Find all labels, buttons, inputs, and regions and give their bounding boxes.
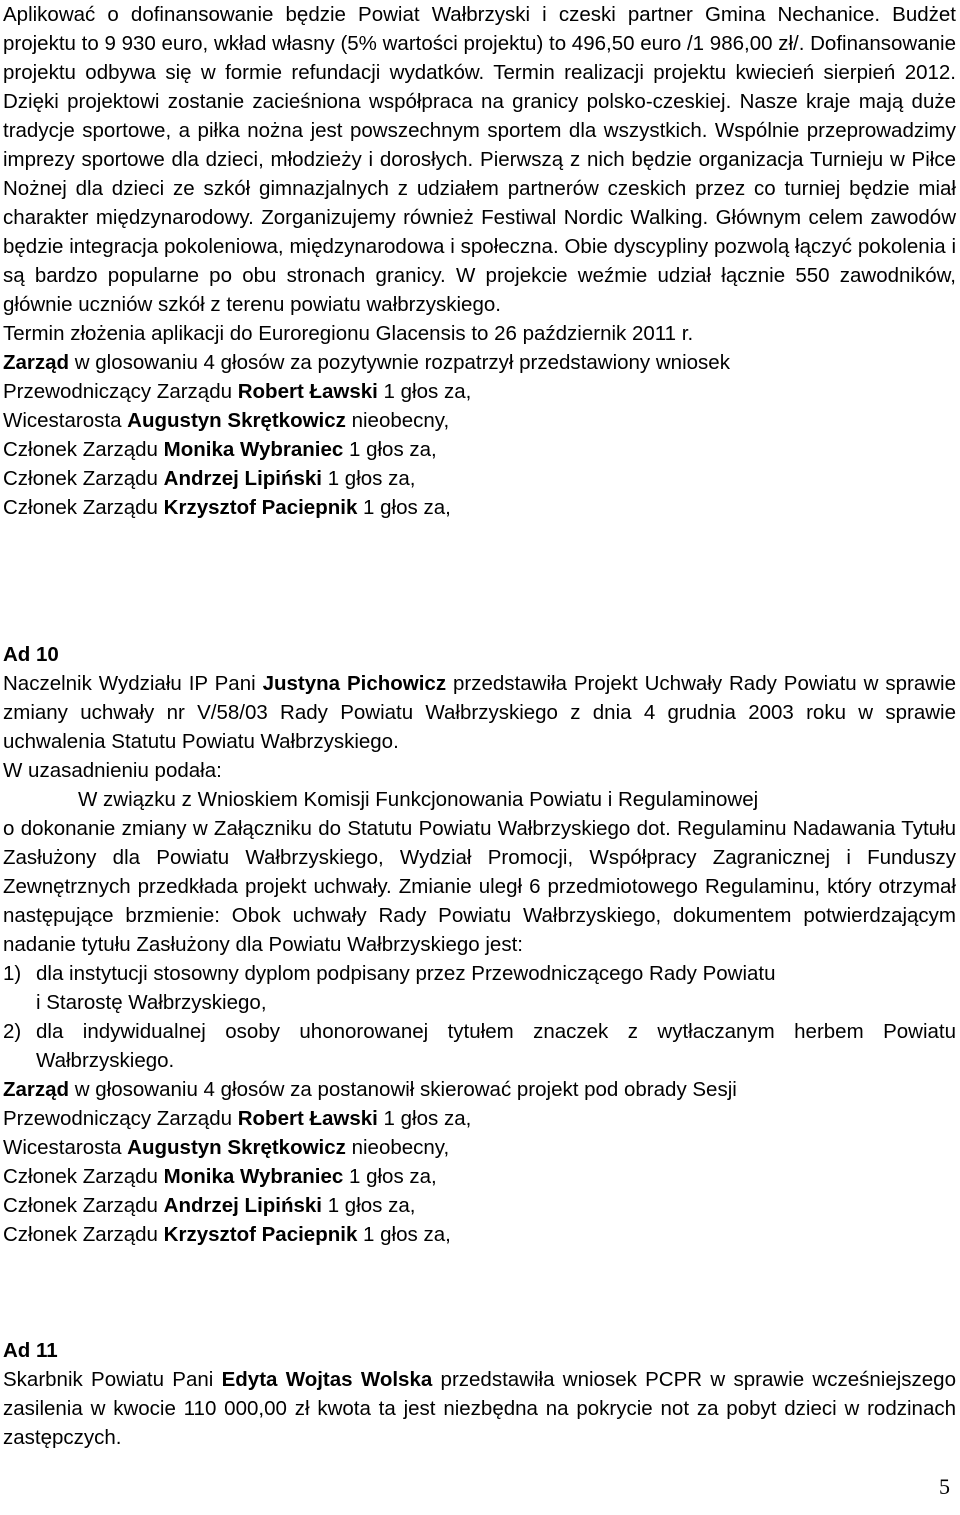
justification-text: o dokonanie zmiany w Załączniku do Statutu Powiatu Wałbrzyskiego dot. Regulaminu Nadawania Tytułu Zasłużony dla Powiatu Wałbrzyskiego, Wydział Promocji, Współpracy Zagranicznej i Funduszy Zewnętrznych przedkłada projekt uchwały. Zmianie uległ 6 przedmiotowego Regulaminu, który otrzymał następujące brzmienie: Obok uchwały Rady Powiatu Wałbrzyskiego, dokumentem potwierdzającym nadanie tytułu Zasłużony dla Powiatu Wałbrzyskiego jest: — [3, 817, 956, 956]
vote-row — [0, 377, 960, 406]
vote-result: 1 głos za, — [357, 1223, 451, 1246]
vote-role: Wicestarosta — [3, 1136, 128, 1159]
section-ad-11 — [0, 1336, 960, 1452]
presenter-role: Naczelnik Wydziału IP Pani — [3, 672, 263, 695]
vote-row — [0, 1162, 960, 1191]
presenter-name: Edyta Wojtas Wolska — [221, 1368, 433, 1391]
vote-member-name: Augustyn Skrętkowicz — [127, 409, 346, 432]
vote-role: Członek Zarządu — [3, 438, 164, 461]
vote-row — [0, 406, 960, 435]
vote-member-name: Andrzej Lipiński — [163, 1194, 322, 1217]
vote-result: 1 głos za, — [322, 1194, 416, 1217]
vote-member-name: Krzysztof Paciepnik — [163, 1223, 358, 1246]
vote-text: w glosowaniu 4 głosów za pozytywnie rozpatrzył przedstawiony wniosek — [69, 351, 730, 374]
justification-first-line: W związku z Wnioskiem Komisji Funkcjonowania Powiatu i Regulaminowej — [78, 788, 759, 811]
vote-row — [0, 1104, 960, 1133]
page-number: 5 — [939, 1474, 950, 1499]
vote-member-name: Krzysztof Paciepnik — [163, 496, 358, 519]
presentation-paragraph — [0, 1365, 960, 1452]
vote-summary — [0, 348, 960, 377]
vote-member-name: Robert Ławski — [237, 1107, 378, 1130]
vote-member-name: Augustyn Skrętkowicz — [127, 1136, 346, 1159]
vote-role: Członek Zarządu — [3, 467, 164, 490]
vote-row — [0, 1220, 960, 1249]
vote-role: Członek Zarządu — [3, 1165, 164, 1188]
vote-row — [0, 493, 960, 522]
list-item-number: 1) — [3, 962, 22, 985]
presentation-text: przedstawiła wniosek PCPR w sprawie wcześniejszego zasilenia w kwocie 110 000,00 zł kwota ta jest niezbędna na pokrycie not za pobyt dzieci w rodzinach zastępczych. — [3, 1368, 956, 1449]
list-item-text-main: dla instytucji stosowny dyplom podpisany przez Przewodniczącego Rady Powiatu — [36, 962, 776, 985]
presenter-role: Skarbnik Powiatu Pani — [3, 1368, 222, 1391]
vote-result: 1 głos za, — [377, 1107, 472, 1130]
vote-member-name: Monika Wybraniec — [163, 1165, 344, 1188]
vote-role: Przewodniczący Zarządu — [3, 1107, 238, 1130]
vote-role: Wicestarosta — [3, 409, 128, 432]
vote-member-name: Monika Wybraniec — [163, 438, 344, 461]
vote-result: 1 głos za, — [322, 467, 416, 490]
section-project — [0, 0, 960, 522]
vote-result: nieobecny, — [345, 409, 450, 432]
vote-row — [0, 435, 960, 464]
section-heading: Ad 10 — [3, 643, 59, 666]
vote-result: 1 głos za, — [377, 380, 472, 403]
list-item — [0, 959, 960, 1017]
list-item-text — [36, 959, 956, 1017]
project-description: Aplikować o dofinansowanie będzie Powiat Wałbrzyski i czeski partner Gmina Nechanice. Budżet projektu to 9 930 euro, wkład własny (5% wartości projektu) to 496,50 euro /1 986,00 zł/. Dofinansowanie projektu odbywa się w formie refundacji wydatków. Termin realizacji projektu kwiecień sierpień 2012. Dzięki projektowi zostanie zacieśniona współpraca na granicy polsko-czeskiej. Nasze kraje mają duże tradycje sportowe, a piłka nożna jest powszechnym sportem dla wszystkich. Wspólnie przeprowadzimy imprezy sportowe dla dzieci, młodzieży i dorosłych. Pierwszą z nich będzie organizacja Turnieju w Piłce Nożnej dla dzieci ze szkół gimnazjalnych z udziałem partnerów czeskich przez co turniej będzie miał charakter międzynarodowy. Zorganizujemy również Festiwal Nordic Walking. Głównym celem zawodów będzie integracja pokoleniowa, międzynarodowa i społeczna. Obie dyscypliny pozwolą łączyć pokolenia i są bardzo popularne po obu stronach granicy. W projekcie weźmie udział łącznie 550 zawodników, głównie uczniów szkół z terenu powiatu wałbrzyskiego. — [3, 3, 956, 316]
vote-row — [0, 1191, 960, 1220]
vote-lead: Zarząd — [3, 351, 70, 374]
vote-result: 1 głos za, — [357, 496, 451, 519]
vote-row — [0, 1133, 960, 1162]
vote-role: Członek Zarządu — [3, 1223, 164, 1246]
vote-member-name: Robert Ławski — [237, 380, 378, 403]
vote-role: Członek Zarządu — [3, 496, 164, 519]
presentation-text: przedstawiła Projekt Uchwały Rady Powiatu w sprawie zmiany uchwały nr V/58/03 Rady Powiatu Wałbrzyskiego z dnia 4 grudnia 2003 roku w sprawie uchwalenia Statutu Powiatu Wałbrzyskiego. — [3, 672, 956, 753]
list-item-text-continued: i Starostę Wałbrzyskiego, — [36, 991, 267, 1014]
vote-summary — [0, 1075, 960, 1104]
vote-text: w głosowaniu 4 głosów za postanowił skierować projekt pod obrady Sesji — [69, 1078, 737, 1101]
section-heading: Ad 11 — [3, 1339, 58, 1362]
section-ad-10 — [0, 640, 960, 1249]
vote-result: 1 głos za, — [343, 438, 437, 461]
presentation-paragraph — [0, 669, 960, 756]
vote-row — [0, 464, 960, 493]
vote-role: Przewodniczący Zarządu — [3, 380, 238, 403]
vote-role: Członek Zarządu — [3, 1194, 164, 1217]
list-item-number: 2) — [3, 1020, 22, 1043]
vote-result: 1 głos za, — [343, 1165, 437, 1188]
presenter-name: Justyna Pichowicz — [262, 672, 447, 695]
list-item — [0, 1017, 960, 1075]
vote-member-name: Andrzej Lipiński — [163, 467, 322, 490]
vote-lead: Zarząd — [3, 1078, 70, 1101]
list-item-text: dla indywidualnej osoby uhonorowanej tytułem znaczek z wytłaczanym herbem Powiatu Wałbrzyskiego. — [36, 1020, 956, 1072]
justification-label: W uzasadnieniu podała: — [3, 759, 222, 782]
vote-result: nieobecny, — [345, 1136, 450, 1159]
application-deadline: Termin złożenia aplikacji do Euroregionu Glacensis to 26 październik 2011 r. — [3, 322, 694, 345]
